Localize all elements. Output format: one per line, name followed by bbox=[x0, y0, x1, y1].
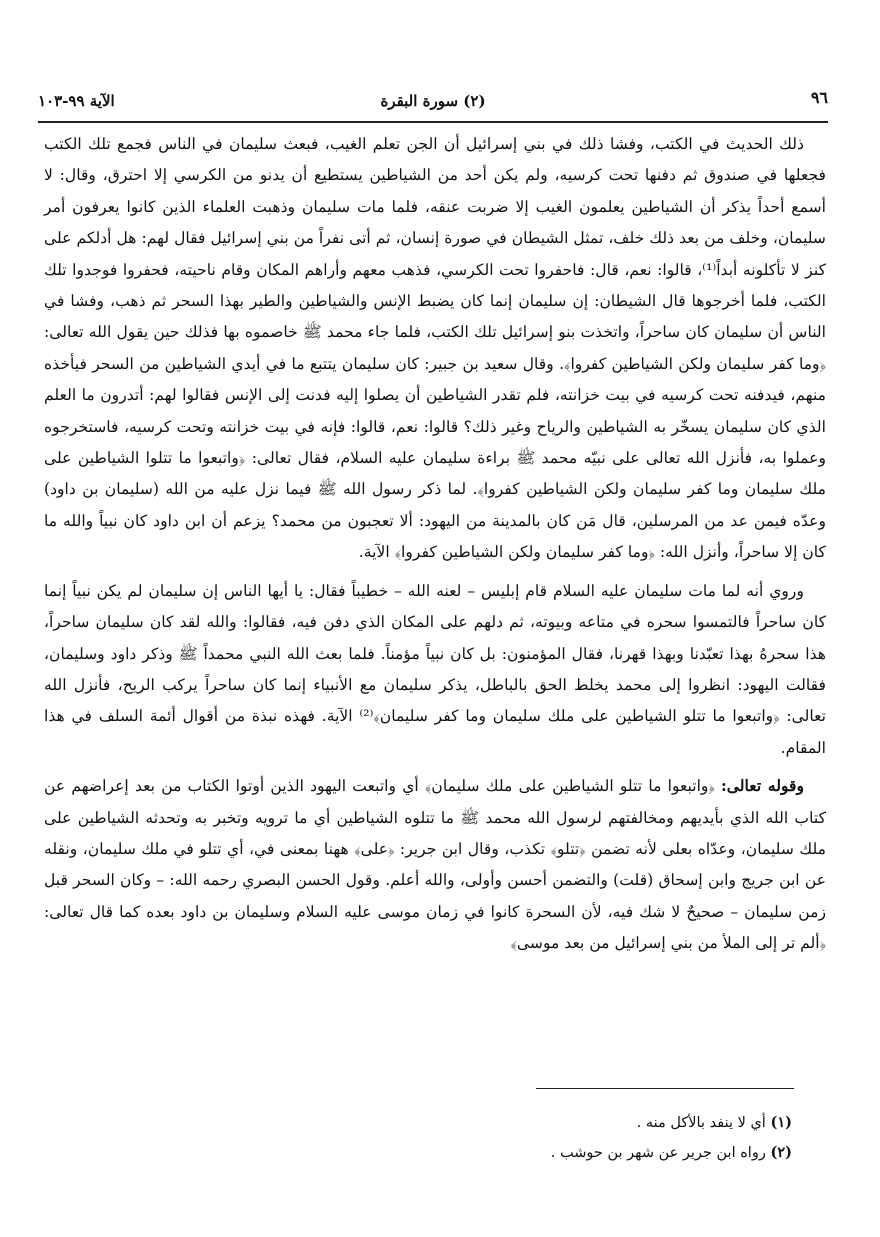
page-number: ٩٦ bbox=[810, 88, 828, 107]
header-divider bbox=[38, 121, 828, 123]
paragraph-text: وروي أنه لما مات سليمان عليه السلام قام إبليس – لعنه الله – خطيباً فقال: يا أيها الناس إن سليمان لم يكن نبياً إنما كان ساحراً فالتمسوا سحره في متاعه وبيوته، ثم دلهم على المكان الذي دفن فيه، فقالوا: والله لقد كان سليمان ساحراً، هذا سحرهُ بهذا تعبّدنا وبهذا قهرنا، فقال المؤمنون: بل كان نبياً مؤمناً. فلما بعث الله النبي محمداً ﷺ وذكر داود وسليمان، فقالت اليهود: انظروا إلى محمد يخلط الحق بالباطل، يذكر سليمان مع الأنبياء إنما كان ساحراً يركب الريح، فأنزل الله تعالى: ﴿واتبعوا ما تتلو الشياطين على ملك سليمان وما كفر سليمان﴾⁽²⁾ الآية. فهذه نبذة من أقوال أئمة السلف في هذا المقام. bbox=[44, 581, 827, 757]
footnote bbox=[44, 1138, 792, 1168]
paragraph bbox=[44, 128, 826, 569]
paragraph-lead: وقوله تعالى: bbox=[721, 776, 804, 796]
footnote-text: رواه ابن جرير عن شهر بن حوشب . bbox=[550, 1145, 766, 1161]
paragraph bbox=[44, 770, 826, 959]
footnote-divider bbox=[536, 1088, 794, 1089]
footnote-mark: (١) bbox=[770, 1114, 792, 1131]
surah-title: (٢) سورة البقرة bbox=[380, 92, 486, 110]
paragraph-text: ﴿واتبعوا ما تتلو الشياطين على ملك سليمان﴾ أي واتبعت اليهود الذين أوتوا الكتاب من بعد إعراضهم عن كتاب الله الذي بأيديهم ومخالفتهم لرسول الله محمد ﷺ ما تتلوه الشياطين أي ما ترويه وتخبر به وتحدثه الشياطين على ملك سليمان، وعدّاه بعلى لأنه تضمن ﴿تتلو﴾ تكذب، وقال ابن جرير: ﴿على﴾ ههنا بمعنى في، أي تتلو في ملك سليمان، ونقله عن ابن جريج وابن إسحاق (قلت) والتضمن أحسن وأولى، والله أعلم. وقول الحسن البصري رحمه الله: – وكان السحر قبل زمن سليمان – صحيحٌ لا شك فيه، لأن السحرة كانوا في زمان موسى عليه السلام وسليمان بن داود بعده كما قال تعالى: ﴿ألم تر إلى الملأ من بني إسرائيل من بعد موسى﴾ bbox=[44, 777, 826, 953]
footnote bbox=[44, 1108, 792, 1138]
footnote-mark: (٢) bbox=[770, 1144, 792, 1161]
paragraph-text: ذلك الحديث في الكتب، وفشا ذلك في بني إسرائيل أن الجن تعلم الغيب، فبعث سليمان في الناس فجمع تلك الكتب فجعلها في صندوق ثم دفنها تحت كرسيه، ولم يكن أحد من الشياطين يستطيع أن يدنو من الكرسي إلا احترق، وقال: لا أسمع أحداً يذكر أن الشياطين يعلمون الغيب إلا ضربت عنقه، فلما مات سليمان وذهبت العلماء الذين كانوا يعرفون أمر سليمان، وخلف من بعد ذلك خلف، تمثل الشيطان في صورة إنسان، ثم أتى نفراً من بني إسرائيل فقال لهم: هل أدلكم على كنز لا تأكلونه أبداً⁽¹⁾، قالوا: نعم، قال: فاحفروا تحت الكرسي، فذهب معهم وأراهم المكان وقام ناحيته، فحفروا فوجدوا تلك الكتب، فلما أخرجوها قال الشيطان: إن سليمان إنما كان يضبط الإنس والشياطين والطير بهذا السحر ثم ذهب، وفشا في الناس أن سليمان كان ساحراً، واتخذت بنو إسرائيل تلك الكتب، فلما جاء محمد ﷺ خاصموه بها فذلك حين يقول الله تعالى: ﴿وما كفر سليمان ولكن الشياطين كفروا﴾. وقال سعيد بن جبير: كان سليمان يتتبع ما في أيدي الشياطين من السحر فيأخذه منهم، فيدفنه تحت كرسيه في بيت خزانته، فلم تقدر الشياطين أن يصلوا إليه فدنت إلى الإنس فقالوا لهم: أتدرون ما العلم الذي كان سليمان يسخّر به الشياطين والرياح وغير ذلك؟ قالوا: نعم، قالوا: فإنه في بيت خزانته وتحت كرسيه، فاستخرجوه وعملوا به، فأنزل الله تعالى على نبيّه محمد ﷺ براءة سليمان عليه السلام، فقال تعالى: ﴿واتبعوا ما تتلوا الشياطين على ملك سليمان وما كفر سليمان ولكن الشياطين كفروا﴾. لما ذكر رسول الله ﷺ فيما نزل عليه من الله (سليمان بن داود) وعدّه فيمن عد من المرسلين، قال مَن كان بالمدينة من اليهود: ألا تعجبون من محمد؟ يزعم أن ابن داود كان نبياً والله ما كان إلا ساحراً، وأنزل الله: ﴿وما كفر سليمان ولكن الشياطين كفروا﴾ الآية. bbox=[44, 135, 826, 562]
verse-range: الآية ٩٩-١٠٣ bbox=[38, 92, 115, 110]
footnotes bbox=[44, 1108, 792, 1168]
paragraph bbox=[44, 575, 826, 764]
body-text bbox=[44, 128, 826, 966]
footnote-text: أي لا ينفد بالأكل منه . bbox=[636, 1115, 766, 1131]
page-header bbox=[38, 88, 828, 120]
